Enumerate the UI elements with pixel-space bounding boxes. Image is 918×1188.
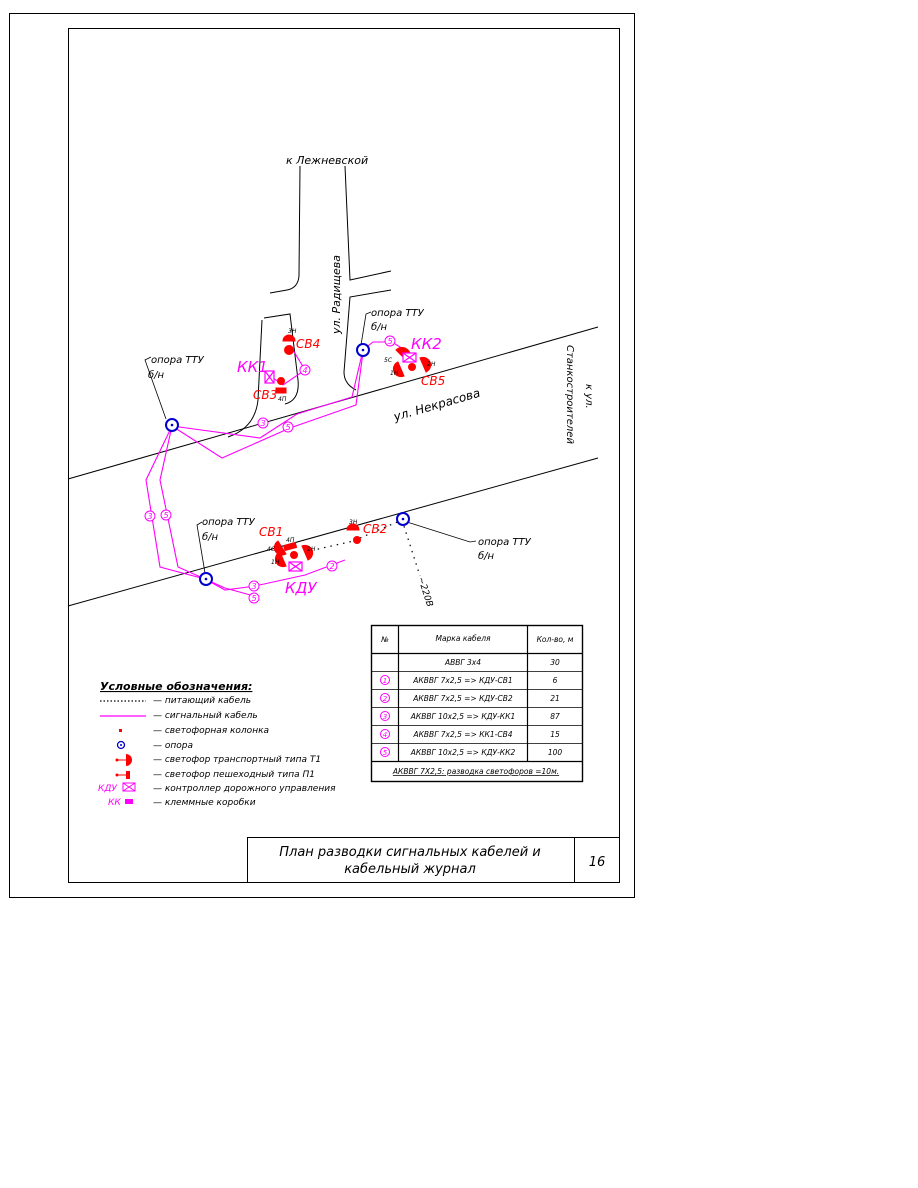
radishcheva-east-curb — [345, 166, 391, 280]
cable-table — [372, 626, 583, 782]
pole-icon — [200, 573, 212, 585]
legend-t1-icon — [116, 754, 133, 766]
title-line-1: План разводки сигнальных кабелей и — [279, 845, 541, 860]
traffic-light-column-icon — [278, 378, 285, 385]
pole-label: опора ТТУ — [371, 308, 424, 319]
sheet-number: 16 — [588, 855, 606, 870]
kdu-label: КДУ — [285, 579, 317, 597]
svg-text:3: 3 — [251, 582, 257, 591]
cable-marker — [258, 418, 268, 428]
cable-marker — [385, 336, 395, 346]
sv2-label: СВ2 — [363, 522, 388, 536]
table-cell-mark: АКВВГ 7х2,5 => КК1-СВ4 — [413, 730, 513, 739]
traffic-light-column-icon — [354, 537, 361, 544]
svg-text:3: 3 — [260, 419, 266, 428]
radishcheva-west-curb — [270, 166, 300, 293]
legend-pole-icon — [118, 742, 125, 749]
table-cell-mark: АКВВГ 7х2,5 => КДУ-СВ2 — [413, 694, 513, 703]
svg-text:2: 2 — [329, 562, 335, 571]
traffic-light-column-icon — [409, 364, 416, 371]
svg-text:3: 3 — [147, 512, 153, 521]
pole-labels — [148, 308, 532, 562]
pole-label: опора ТТУ — [478, 537, 531, 548]
table-cell-num: 4 — [382, 731, 388, 739]
table-cell-qty: 21 — [550, 694, 560, 703]
nekrasova-south-edge — [68, 458, 598, 609]
title-line-2: кабельный журнал — [344, 862, 476, 877]
table-cell-qty: 87 — [550, 712, 560, 721]
pole-label-sub: б/н — [202, 532, 219, 543]
power-label: ~220В — [415, 575, 435, 609]
table-cell-qty: 15 — [550, 730, 560, 739]
sv3-label: СВ3 — [253, 388, 278, 402]
legend-item: — сигнальный кабель — [153, 711, 258, 721]
legend-item: — светофорная колонка — [153, 726, 270, 736]
cable-marker — [249, 581, 259, 591]
svg-text:5: 5 — [251, 594, 257, 603]
legend-item: — светофор транспортный типа Т1 — [153, 755, 322, 765]
table-cell-mark: АКВВГ 7х2,5 => КДУ-СВ1 — [413, 676, 513, 685]
svg-text:5: 5 — [163, 511, 169, 520]
traffic-lights — [274, 335, 430, 567]
radishcheva-south-east-curb — [344, 290, 391, 390]
street-label-stankostroiteley-1: к ул. — [583, 384, 594, 409]
svg-text:5: 5 — [387, 337, 393, 346]
signal-mark: 2Н — [427, 361, 436, 368]
signal-mark: 1Н — [390, 370, 399, 377]
pole-label: опора ТТУ — [202, 517, 255, 528]
svg-text:5: 5 — [285, 423, 291, 432]
terminal-box-kk2-icon — [403, 353, 416, 362]
legend-prefix: КДУ — [98, 784, 117, 794]
table-cell-num: 2 — [382, 695, 388, 703]
signal-mark: 5С — [384, 357, 393, 364]
cable-marker — [300, 365, 310, 375]
cable-table-text — [380, 634, 574, 776]
table-cell-qty: 6 — [552, 676, 558, 685]
legend-item: — питающий кабель — [153, 696, 252, 706]
signal-mark: 4П — [278, 396, 287, 403]
street-label-stankostroiteley-2: Станкостроителей — [564, 345, 575, 444]
svg-text:4: 4 — [302, 366, 308, 375]
cable-marker — [161, 510, 171, 520]
table-cell-num: 3 — [382, 713, 388, 721]
pole-label: опора ТТУ — [151, 355, 204, 366]
legend-item: — клеммные коробки — [153, 798, 256, 808]
street-label-radishcheva: ул. Радищева — [330, 254, 343, 334]
signal-mark: 3Н — [349, 519, 358, 526]
signal-mark: 1Н — [271, 559, 280, 566]
legend-item: — контроллер дорожного управления — [153, 784, 336, 794]
table-cell-mark: АВВГ 3х4 — [445, 658, 481, 667]
traffic-light-t1-icon — [283, 335, 295, 341]
legend-item: — опора — [153, 741, 193, 751]
pole-icon — [397, 513, 409, 525]
legend-prefix: КК — [108, 798, 121, 808]
table-cell-num: 1 — [382, 677, 388, 685]
cable-marker — [327, 561, 337, 571]
outer-frame — [10, 14, 635, 898]
street-label-nekrasova: ул. Некрасова — [391, 385, 482, 424]
legend — [98, 680, 336, 808]
table-header-qty: Кол-во, м — [536, 635, 574, 644]
signal-mark: 3Н — [288, 328, 297, 335]
pole-label-sub: б/н — [478, 551, 495, 562]
kk2-label: КК2 — [411, 335, 442, 353]
cable-marker — [249, 593, 259, 603]
sv5-label: СВ5 — [421, 374, 446, 388]
pole-icon — [166, 419, 178, 431]
pole-icon — [357, 344, 369, 356]
corner-curb — [228, 320, 262, 437]
sv4-label: СВ4 — [296, 337, 321, 351]
legend-column-icon — [119, 729, 122, 732]
table-cell-qty: 30 — [550, 658, 560, 667]
signal-mark: 4П — [286, 537, 295, 544]
legend-item: — светофор пешеходный типа П1 — [153, 770, 315, 780]
kk1-label: КК1 — [237, 358, 268, 376]
legend-title: Условные обозначения: — [100, 680, 253, 693]
table-cell-mark: АКВВГ 10х2,5 => КДУ-КК1 — [410, 712, 516, 721]
street-label-lezhnevskoy: к Лежневской — [286, 154, 369, 167]
table-cell-mark: АКВВГ 10х2,5 => КДУ-КК2 — [410, 748, 516, 757]
signal-mark: 4С — [267, 546, 276, 553]
traffic-light-p1-icon — [276, 388, 286, 393]
legend-terminal-box-icon — [125, 799, 133, 804]
legend-p1-icon — [116, 771, 131, 779]
table-cell-num: 5 — [382, 749, 388, 757]
traffic-light-column-icon — [285, 346, 294, 355]
signal-mark: 2Н — [307, 546, 316, 553]
table-footer: АКВВГ 7Х2,5: разводка светофоров =10м. — [392, 767, 560, 776]
table-header-num: № — [381, 635, 389, 644]
cable-marker — [145, 511, 155, 521]
pole-label-sub: б/н — [148, 370, 165, 381]
legend-controller-icon — [123, 783, 135, 791]
cable-marker — [283, 422, 293, 432]
sv1-label: СВ1 — [259, 525, 284, 539]
pole-label-sub: б/н — [371, 322, 388, 333]
controller-kdu-icon — [289, 562, 302, 571]
table-cell-qty: 100 — [547, 748, 563, 757]
traffic-light-column-icon — [291, 552, 298, 559]
table-header-mark: Марка кабеля — [435, 634, 491, 643]
